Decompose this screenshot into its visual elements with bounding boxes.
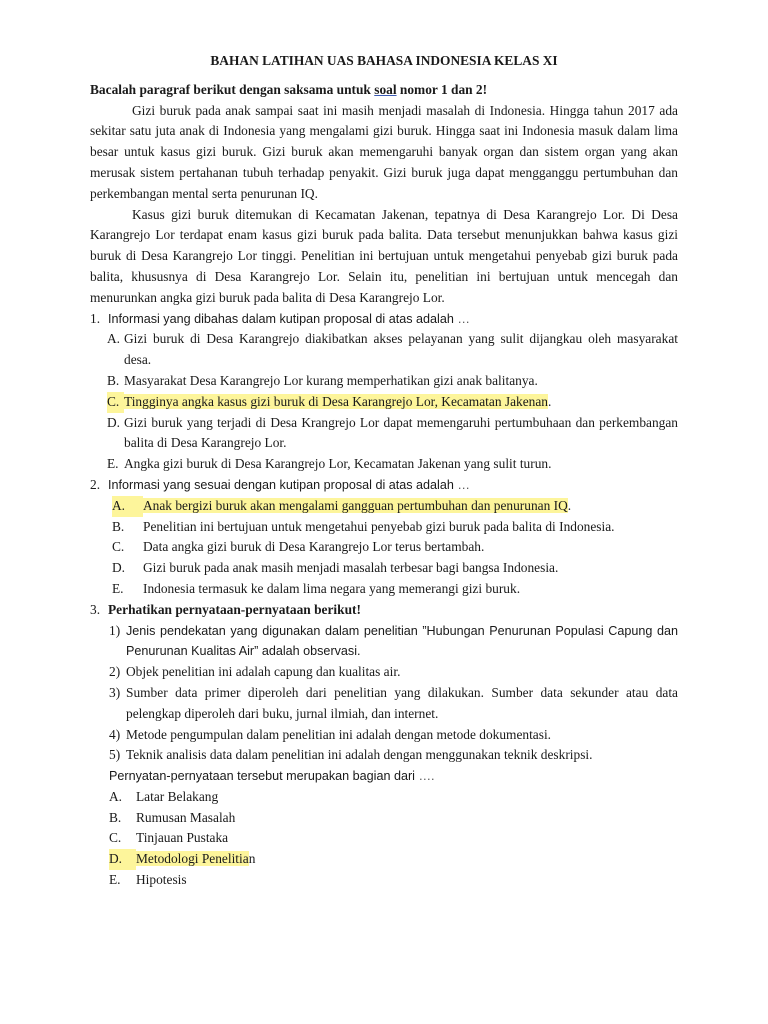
q2-option-c[interactable]: C. Data angka gizi buruk di Desa Karangrejo Lor terus bertambah. [112, 539, 485, 555]
question-1 [90, 309, 678, 475]
passage-paragraph-1: Gizi buruk pada anak sampai saat ini masih menjadi masalah di Indonesia. Hingga tahun 2017 ada sekitar satu juta anak di Indonesia yang mengalami gizi buruk. Hingga saat ini Indonesia masuk dalam lima besar untuk kasus gizi buruk. Gizi buruk akan memengaruhi banyak organ dan sistem organ yang akan merusak sistem pertahanan tubuh terhadap penyakit. Gizi buruk juga dapat mengganggu pertumbuhan dan perkembangan mental serta penurunan IQ. [90, 102, 678, 201]
q3-option-e[interactable]: E. Hipotesis [109, 872, 187, 888]
passage-paragraph-2: Kasus gizi buruk ditemukan di Kecamatan Jakenan, tepatnya di Desa Karangrejo Lor. Di Desa Karangrejo Lor terdapat enam kasus gizi buruk pada balita. Data tersebut menunjukkan bahwa kasus gizi buruk di Desa Karangrejo Lor tinggi. Penelitian ini bertujuan untuk mengetahui penyebab gizi buruk pada balita, khususnya di Desa Karangrejo Lor. Selain itu, penelitian ini bertujuan untuk mencegah dan menurunkan angka gizi buruk pada balita di Desa Karangrejo Lor. [90, 206, 678, 305]
document-content [90, 51, 678, 891]
statement-4: 4) Metode pengumpulan dalam penelitian ini adalah dengan metode dokumentasi. [109, 726, 552, 742]
document-title: BAHAN LATIHAN UAS BAHASA INDONESIA KELAS XI [210, 53, 558, 68]
highlighted-answer: Tingginya angka kasus gizi buruk di Desa Karangrejo Lor, Kecamatan Jakenan [124, 393, 548, 409]
soal-link[interactable]: soal [374, 81, 397, 97]
statement-3: 3) Sumber data primer diperoleh dari penelitian yang dilakukan. Sumber data sekunder atau data pelengkap diperoleh dari buku, jurnal ilmiah, dan internet. [109, 684, 678, 721]
question-3 [90, 600, 678, 891]
statement-2: 2) Objek penelitian ini adalah capung dan kualitas air. [109, 664, 401, 680]
statement-1: 1) Jenis pendekatan yang digunakan dalam penelitian ”Hubungan Penurunan Populasi Capung dan Penurunan Kualitas Air” adalah observasi. [109, 622, 678, 659]
highlighted-answer: Anak bergizi buruk akan mengalami gangguan pertumbuhan dan penurunan IQ [143, 497, 568, 513]
q1-option-c[interactable]: C. Tingginya angka kasus gizi buruk di Desa Karangrejo Lor, Kecamatan Jakenan. [90, 392, 678, 413]
question-2-stem: 2. Informasi yang sesuai dengan kutipan proposal di atas adalah … [90, 476, 470, 492]
q1-option-d[interactable]: D. Gizi buruk yang terjadi di Desa Krangrejo Lor dapat memengaruhi pertumbuhaan dan perkembangan balita di Desa Karangrejo Lor. [107, 414, 678, 451]
reading-instruction: Bacalah paragraf berikut dengan saksama untuk soal nomor 1 dan 2! [90, 81, 488, 97]
q1-option-e[interactable]: E. Angka gizi buruk di Desa Karangrejo Lor, Kecamatan Jakenan yang sulit turun. [107, 456, 552, 472]
question-2 [90, 475, 678, 600]
q3-option-a[interactable]: A. Latar Belakang [109, 788, 219, 804]
highlighted-answer: Metodologi Penelitia [136, 851, 249, 867]
q3-option-b[interactable]: B. Rumusan Masalah [109, 809, 236, 825]
q2-option-a[interactable]: A. Anak bergizi buruk akan mengalami gangguan pertumbuhan dan penurunan IQ. [90, 496, 678, 517]
question-1-stem: 1. Informasi yang dibahas dalam kutipan proposal di atas adalah … [90, 310, 470, 326]
statement-5: 5) Teknik analisis data dalam penelitian ini adalah dengan menggunakan teknik deskripsi. [109, 747, 593, 763]
q3-option-c[interactable]: C. Tinjauan Pustaka [109, 830, 229, 846]
q1-option-b[interactable]: B. Masyarakat Desa Karangrejo Lor kurang memperhatikan gizi anak balitanya. [107, 372, 538, 388]
q2-option-b[interactable]: B. Penelitian ini bertujuan untuk mengetahui penyebab gizi buruk pada balita di Indonesia. [112, 518, 615, 534]
question-3-prompt: Pernyatan-pernyataan tersebut merupakan bagian dari …. [109, 769, 435, 784]
q3-option-d[interactable]: D. Metodologi Penelitian [90, 849, 678, 870]
q2-option-e[interactable]: E. Indonesia termasuk ke dalam lima negara yang memerangi gizi buruk. [112, 580, 521, 596]
q2-option-d[interactable]: D. Gizi buruk pada anak masih menjadi masalah terbesar bagi bangsa Indonesia. [112, 560, 559, 576]
q1-option-a[interactable]: A. Gizi buruk di Desa Karangrejo diakibatkan akses pelayanan yang sulit dijangkau oleh masyarakat desa. [107, 331, 678, 368]
question-3-stem: 3. Perhatikan pernyataan-pernyataan berikut! [90, 601, 361, 617]
